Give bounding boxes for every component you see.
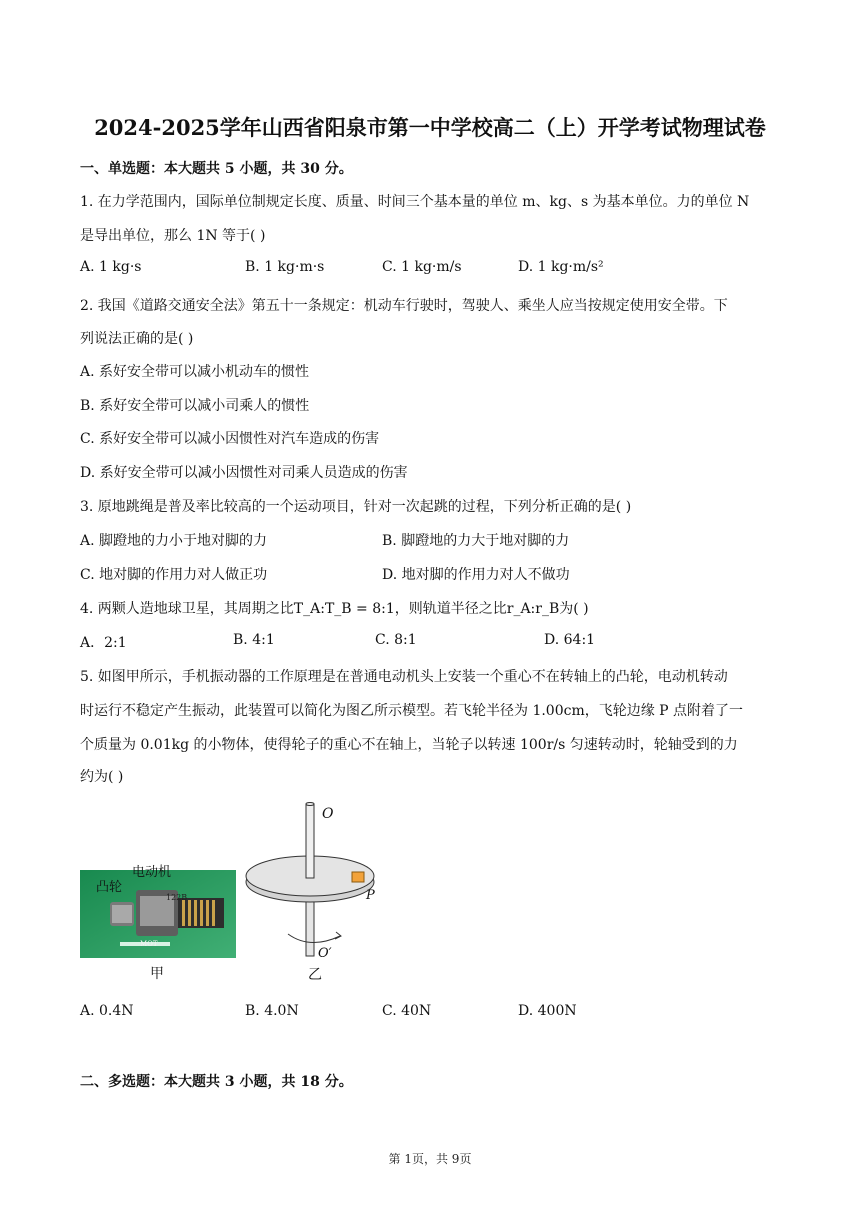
- label-mot: MOT: [140, 940, 158, 948]
- figure-jia: [80, 850, 240, 982]
- flywheel-diagram: [244, 800, 384, 985]
- figure-yi: [244, 800, 384, 985]
- q3-option-d[interactable]: D. 地对脚的作用力对人不做功: [382, 567, 570, 583]
- question-5-text-line4: 约为( ): [80, 769, 124, 785]
- page-footer: 第 1页，共 9页: [388, 1152, 472, 1166]
- label-axis-O-prime: O′: [318, 946, 332, 961]
- question-5-text-line1: 5. 如图甲所示，手机振动器的工作原理是在普通电动机头上安装一个重心不在转轴上的凸轮，电动机转动: [80, 669, 728, 685]
- q1-option-b[interactable]: B. 1 kg·m·s: [245, 259, 325, 275]
- q1-option-c[interactable]: C. 1 kg·m/s: [382, 259, 462, 275]
- question-1-text-line1: 1. 在力学范围内，国际单位制规定长度、质量、时间三个基本量的单位 m、kg、s 为基本单位。力的单位 N: [80, 194, 750, 210]
- label-yi: 乙: [308, 967, 322, 983]
- q4-option-a[interactable]: A．2:1: [80, 635, 127, 651]
- q3-option-a[interactable]: A. 脚蹬地的力小于地对脚的力: [80, 533, 268, 549]
- section-heading-multiple-choice: 二、多选题：本大题共 3 小题，共 18 分。: [80, 1074, 353, 1090]
- question-4-text: 4. 两颗人造地球卫星，其周期之比T_A:T_B = 8:1，则轨道半径之比r_A:r_B为( ): [80, 601, 589, 617]
- q5-option-b[interactable]: B. 4.0N: [245, 1003, 299, 1019]
- q1-option-d[interactable]: D. 1 kg·m/s²: [518, 259, 604, 275]
- section-heading-single-choice: 一、单选题：本大题共 5 小题，共 30 分。: [80, 161, 353, 177]
- q4-option-d[interactable]: D. 64:1: [544, 632, 596, 648]
- q4-option-c[interactable]: C. 8:1: [375, 632, 417, 648]
- label-motor: 电动机: [132, 865, 172, 880]
- question-3-text: 3. 原地跳绳是普及率比较高的一个运动项目，针对一次起跳的过程，下列分析正确的是( ): [80, 499, 632, 515]
- page-title: 2024-2025学年山西省阳泉市第一中学校高二（上）开学考试物理试卷: [94, 115, 766, 140]
- q2-option-b[interactable]: B. 系好安全带可以减小司乘人的惯性: [80, 398, 310, 414]
- label-chip-code: 122B: [166, 893, 188, 902]
- question-2-text-line2: 列说法正确的是( ): [80, 331, 194, 347]
- label-jia: 甲: [150, 966, 164, 982]
- label-point-P: P: [366, 888, 375, 903]
- q5-option-d[interactable]: D. 400N: [518, 1003, 577, 1019]
- q1-option-a[interactable]: A. 1 kg·s: [80, 259, 142, 275]
- q2-option-c[interactable]: C. 系好安全带可以减小因惯性对汽车造成的伤害: [80, 431, 380, 447]
- q3-option-b[interactable]: B. 脚蹬地的力大于地对脚的力: [382, 533, 570, 549]
- label-axis-O: O: [322, 806, 334, 822]
- q2-option-d[interactable]: D. 系好安全带可以减小因惯性对司乘人员造成的伤害: [80, 465, 408, 481]
- q5-option-a[interactable]: A. 0.4N: [80, 1003, 134, 1019]
- question-2-text-line1: 2. 我国《道路交通安全法》第五十一条规定：机动车行驶时，驾驶人、乘坐人应当按规定使用安全带。下: [80, 298, 728, 314]
- question-5-text-line2: 时运行不稳定产生振动，此装置可以简化为图乙所示模型。若飞轮半径为 1.00cm，飞轮边缘 P 点附着了一: [80, 703, 744, 719]
- question-5-text-line3: 个质量为 0.01kg 的小物体，使得轮子的重心不在轴上，当轮子以转速 100r/s 匀速转动时，轮轴受到的力: [80, 737, 738, 753]
- question-1-text-line2: 是导出单位，那么 1N 等于( ): [80, 228, 266, 244]
- q5-option-c[interactable]: C. 40N: [382, 1003, 432, 1019]
- q4-option-b[interactable]: B. 4:1: [233, 632, 275, 648]
- q3-option-c[interactable]: C. 地对脚的作用力对人做正功: [80, 567, 268, 583]
- label-cam: 凸轮: [96, 880, 123, 895]
- q2-option-a[interactable]: A. 系好安全带可以减小机动车的惯性: [80, 364, 310, 380]
